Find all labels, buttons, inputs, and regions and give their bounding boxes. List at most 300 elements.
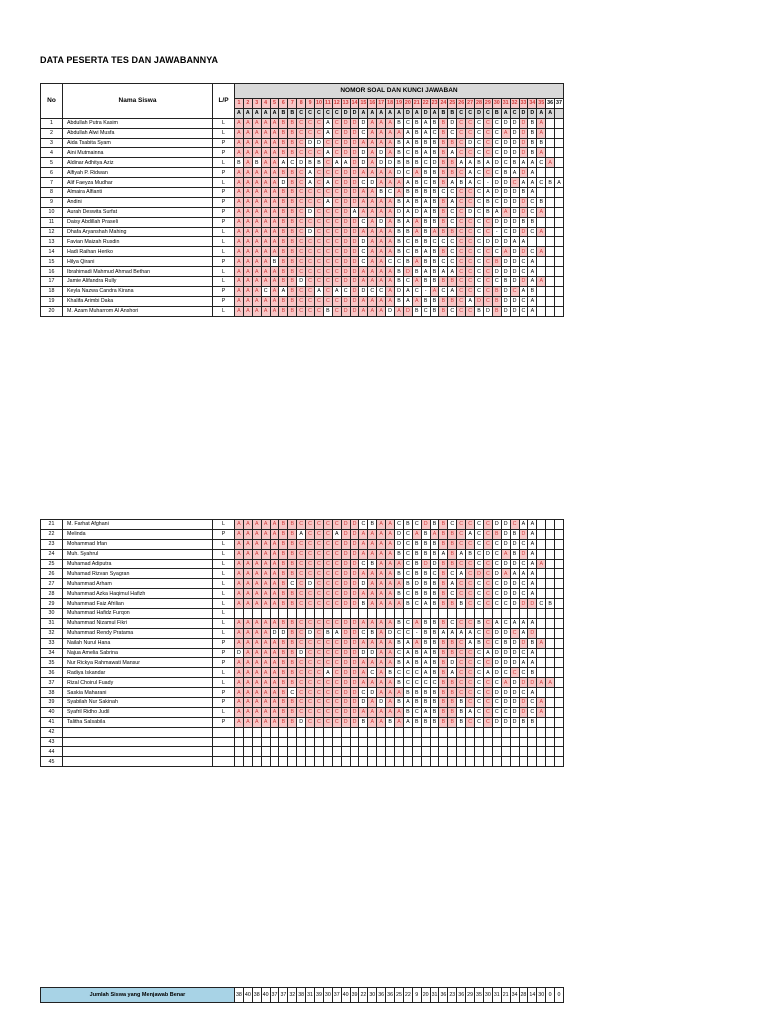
- answer-cell: C: [421, 678, 430, 688]
- answer-cell: B: [395, 569, 404, 579]
- answer-cell: A: [261, 599, 270, 609]
- answer-cell: A: [386, 217, 395, 227]
- answer-cell: D: [350, 678, 359, 688]
- answer-cell: B: [288, 257, 297, 267]
- answer-cell: A: [261, 539, 270, 549]
- answer-cell: A: [261, 207, 270, 217]
- question-number: 20: [404, 100, 411, 107]
- answer-cell: [537, 727, 546, 737]
- answer-cell: B: [439, 559, 448, 569]
- answer-cell: A: [368, 717, 377, 727]
- student-name: Muhammad Nizamul Fikri: [63, 618, 213, 628]
- answer-cell: [306, 747, 315, 757]
- answer-cell: B: [288, 698, 297, 708]
- answer-cell: [546, 207, 555, 217]
- answer-cell: [279, 757, 288, 767]
- answer-cell: A: [243, 286, 252, 296]
- answer-cell: D: [350, 138, 359, 148]
- answer-cell: [555, 197, 564, 207]
- answer-cell: A: [270, 520, 279, 530]
- answer-cell: B: [546, 599, 555, 609]
- answer-cell: A: [359, 678, 368, 688]
- answer-cell: A: [412, 227, 421, 237]
- answer-cell: B: [430, 539, 439, 549]
- answer-cell: C: [306, 188, 315, 198]
- answer-cell: [546, 648, 555, 658]
- answer-cell: A: [510, 618, 519, 628]
- answer-cell: [395, 747, 404, 757]
- answer-cell: [537, 579, 546, 589]
- answer-cell: C: [457, 306, 466, 316]
- answer-cell: [368, 747, 377, 757]
- answer-cell: C: [421, 306, 430, 316]
- student-gender: L: [213, 599, 235, 609]
- row-number: 10: [41, 207, 63, 217]
- row-number: 20: [41, 306, 63, 316]
- answer-cell: C: [475, 589, 484, 599]
- answer-cell: C: [466, 188, 475, 198]
- answer-key-cell: B: [448, 108, 457, 118]
- answer-cell: C: [332, 247, 341, 257]
- answer-cell: A: [386, 118, 395, 128]
- answer-cell: A: [235, 589, 244, 599]
- answer-cell: B: [412, 128, 421, 138]
- answer-cell: A: [252, 168, 261, 178]
- answer-cell: C: [332, 277, 341, 287]
- answer-cell: A: [528, 306, 537, 316]
- answer-cell: B: [475, 618, 484, 628]
- answer-cell: B: [279, 188, 288, 198]
- question-number: 33: [520, 100, 527, 107]
- answer-cell: B: [412, 559, 421, 569]
- answer-cell: A: [235, 638, 244, 648]
- answer-cell: C: [315, 207, 324, 217]
- answer-cell: [537, 658, 546, 668]
- answer-key-cell: A: [501, 108, 510, 118]
- answer-cell: C: [519, 257, 528, 267]
- answer-cell: A: [368, 247, 377, 257]
- student-gender: L: [213, 539, 235, 549]
- answer-cell: A: [377, 628, 386, 638]
- answer-cell: C: [528, 227, 537, 237]
- answer-cell: A: [528, 296, 537, 306]
- answer-cell: D: [501, 286, 510, 296]
- answer-cell: C: [483, 688, 492, 698]
- answer-cell: C: [332, 217, 341, 227]
- answer-cell: C: [297, 257, 306, 267]
- student-gender: L: [213, 128, 235, 138]
- answer-cell: D: [510, 277, 519, 287]
- answer-cell: A: [261, 158, 270, 168]
- answer-cell: B: [439, 148, 448, 158]
- answer-cell: A: [252, 559, 261, 569]
- answer-cell: [546, 638, 555, 648]
- answer-cell: C: [341, 286, 350, 296]
- answer-cell: D: [359, 158, 368, 168]
- answer-cell: [279, 727, 288, 737]
- row-number: 44: [41, 747, 63, 757]
- answer-cell: C: [483, 257, 492, 267]
- answer-cell: D: [341, 559, 350, 569]
- answer-cell: B: [279, 688, 288, 698]
- answer-cell: A: [537, 247, 546, 257]
- answer-cell: [555, 658, 564, 668]
- answer-cell: C: [386, 257, 395, 267]
- answer-cell: B: [421, 539, 430, 549]
- answer-cell: B: [288, 118, 297, 128]
- answer-cell: [403, 747, 412, 757]
- total-correct-count: 28: [519, 988, 528, 1003]
- answer-cell: C: [483, 559, 492, 569]
- answer-cell: A: [306, 168, 315, 178]
- answer-cell: B: [395, 237, 404, 247]
- answer-cell: [359, 757, 368, 767]
- table-row: [41, 197, 564, 207]
- student-gender: [213, 727, 235, 737]
- answer-cell: C: [315, 168, 324, 178]
- answer-cell: C: [475, 707, 484, 717]
- answer-cell: A: [430, 529, 439, 539]
- answer-cell: A: [315, 286, 324, 296]
- answer-cell: [475, 747, 484, 757]
- answer-cell: A: [261, 579, 270, 589]
- answer-cell: [315, 747, 324, 757]
- answer-cell: B: [395, 589, 404, 599]
- answer-cell: A: [235, 658, 244, 668]
- answer-cell: D: [350, 628, 359, 638]
- question-number: 17: [378, 100, 385, 107]
- student-name: Keyla Nazwa Candra Kirana: [63, 286, 213, 296]
- answer-cell: [297, 737, 306, 747]
- answer-key-cell: C: [466, 108, 475, 118]
- answer-cell: D: [377, 148, 386, 158]
- answer-cell: A: [261, 648, 270, 658]
- table-row: [41, 237, 564, 247]
- answer-cell: B: [421, 227, 430, 237]
- answer-cell: A: [261, 267, 270, 277]
- student-gender: L: [213, 237, 235, 247]
- answer-cell: C: [297, 168, 306, 178]
- answer-cell: D: [341, 217, 350, 227]
- answer-cell: C: [457, 579, 466, 589]
- answer-cell: [555, 688, 564, 698]
- answer-cell: [555, 539, 564, 549]
- answer-cell: [546, 658, 555, 668]
- answer-cell: [555, 737, 564, 747]
- answer-cell: C: [332, 296, 341, 306]
- answer-cell: A: [261, 197, 270, 207]
- answer-cell: A: [386, 148, 395, 158]
- answer-cell: B: [430, 306, 439, 316]
- answer-cell: A: [528, 539, 537, 549]
- answer-cell: C: [323, 648, 332, 658]
- answer-cell: C: [297, 539, 306, 549]
- answer-cell: D: [510, 539, 519, 549]
- answer-cell: A: [386, 599, 395, 609]
- answer-cell: C: [483, 529, 492, 539]
- answer-cell: D: [341, 717, 350, 727]
- answer-cell: B: [279, 237, 288, 247]
- answer-cell: A: [252, 688, 261, 698]
- answer-cell: [555, 306, 564, 316]
- answer-cell: A: [235, 628, 244, 638]
- answer-cell: C: [483, 168, 492, 178]
- answer-cell: A: [386, 520, 395, 530]
- answer-cell: C: [501, 599, 510, 609]
- answer-cell: D: [501, 628, 510, 638]
- answer-cell: [466, 757, 475, 767]
- answer-cell: A: [235, 618, 244, 628]
- answer-cell: C: [315, 257, 324, 267]
- answer-cell: B: [279, 227, 288, 237]
- answer-cell: D: [350, 698, 359, 708]
- table-row: [41, 539, 564, 549]
- answer-cell: [555, 227, 564, 237]
- answer-cell: A: [386, 529, 395, 539]
- answer-cell: A: [235, 207, 244, 217]
- answer-cell: A: [412, 257, 421, 267]
- answer-cell: C: [492, 277, 501, 287]
- answer-cell: B: [537, 138, 546, 148]
- question-number: 22: [422, 100, 429, 107]
- answer-cell: A: [270, 148, 279, 158]
- table-row: [41, 207, 564, 217]
- answer-cell: B: [421, 217, 430, 227]
- answer-cell: A: [386, 237, 395, 247]
- answer-cell: A: [306, 178, 315, 188]
- answer-cell: A: [403, 217, 412, 227]
- answer-cell: A: [243, 658, 252, 668]
- answers-table-top: [40, 83, 564, 317]
- answer-cell: A: [377, 707, 386, 717]
- answer-cell: [243, 757, 252, 767]
- answer-cell: C: [359, 520, 368, 530]
- answer-cell: [270, 757, 279, 767]
- total-correct-count: 9: [412, 988, 421, 1003]
- answer-cell: [519, 727, 528, 737]
- answer-cell: [412, 609, 421, 619]
- answer-cell: -: [483, 178, 492, 188]
- answer-cell: B: [439, 247, 448, 257]
- answer-cell: [288, 727, 297, 737]
- answer-cell: C: [315, 148, 324, 158]
- answer-cell: B: [412, 569, 421, 579]
- answer-cell: B: [279, 698, 288, 708]
- answer-cell: C: [359, 628, 368, 638]
- answer-cell: [261, 609, 270, 619]
- answer-cell: [546, 118, 555, 128]
- answer-cell: [261, 757, 270, 767]
- answer-cell: A: [270, 296, 279, 306]
- answer-cell: C: [306, 529, 315, 539]
- answer-cell: C: [475, 658, 484, 668]
- answer-cell: A: [243, 138, 252, 148]
- answer-cell: A: [368, 188, 377, 198]
- answer-cell: A: [252, 648, 261, 658]
- answer-cell: D: [492, 188, 501, 198]
- answer-cell: A: [386, 698, 395, 708]
- answer-cell: B: [279, 128, 288, 138]
- answer-cell: A: [243, 618, 252, 628]
- page-title: DATA PESERTA TES DAN JAWABANNYA: [40, 55, 219, 65]
- answer-cell: C: [519, 296, 528, 306]
- answer-cell: D: [377, 217, 386, 227]
- answer-cell: C: [483, 589, 492, 599]
- answer-cell: [510, 727, 519, 737]
- answer-cell: A: [243, 277, 252, 287]
- answer-cell: C: [448, 589, 457, 599]
- answer-cell: C: [359, 559, 368, 569]
- answer-cell: C: [519, 559, 528, 569]
- answer-cell: B: [279, 267, 288, 277]
- table-row: [41, 267, 564, 277]
- question-number: 16: [369, 100, 376, 107]
- answer-cell: C: [359, 688, 368, 698]
- answer-cell: A: [270, 658, 279, 668]
- answer-cell: C: [323, 618, 332, 628]
- answer-cell: B: [288, 296, 297, 306]
- answer-cell: C: [457, 589, 466, 599]
- answer-cell: B: [492, 529, 501, 539]
- answer-cell: C: [403, 277, 412, 287]
- answer-cell: A: [528, 520, 537, 530]
- student-name: Mohammad Irfan: [63, 539, 213, 549]
- answer-cell: C: [466, 128, 475, 138]
- answer-cell: D: [510, 717, 519, 727]
- answer-cell: C: [457, 148, 466, 158]
- answer-cell: A: [377, 599, 386, 609]
- answer-cell: [332, 727, 341, 737]
- answer-cell: A: [519, 628, 528, 638]
- answer-cell: [519, 747, 528, 757]
- answer-cell: C: [332, 227, 341, 237]
- answer-cell: D: [341, 638, 350, 648]
- answer-cell: C: [483, 707, 492, 717]
- answer-cell: A: [466, 628, 475, 638]
- answer-cell: C: [475, 168, 484, 178]
- answer-cell: C: [466, 688, 475, 698]
- answer-cell: C: [297, 589, 306, 599]
- answer-cell: C: [359, 257, 368, 267]
- student-gender: P: [213, 207, 235, 217]
- column-header-no: No: [41, 84, 63, 119]
- row-number: 29: [41, 599, 63, 609]
- answer-cell: A: [243, 579, 252, 589]
- answer-cell: A: [528, 648, 537, 658]
- total-correct-count: 35: [475, 988, 484, 1003]
- answer-cell: A: [235, 599, 244, 609]
- student-gender: L: [213, 678, 235, 688]
- answer-cell: D: [350, 197, 359, 207]
- answer-cell: C: [528, 707, 537, 717]
- student-name: M. Farhat Afghani: [63, 520, 213, 530]
- answer-cell: A: [448, 178, 457, 188]
- answer-cell: A: [519, 658, 528, 668]
- answer-cell: C: [483, 138, 492, 148]
- answer-cell: A: [270, 707, 279, 717]
- answer-cell: D: [501, 529, 510, 539]
- answer-cell: B: [430, 698, 439, 708]
- answer-cell: A: [466, 178, 475, 188]
- answer-cell: B: [395, 658, 404, 668]
- answer-cell: C: [323, 559, 332, 569]
- answer-cell: A: [501, 569, 510, 579]
- answer-cell: A: [341, 158, 350, 168]
- answer-cell: A: [279, 158, 288, 168]
- answer-cell: B: [288, 217, 297, 227]
- answer-cell: A: [368, 158, 377, 168]
- answer-cell: B: [412, 589, 421, 599]
- answer-cell: [439, 747, 448, 757]
- answer-cell: [323, 757, 332, 767]
- answer-cell: C: [323, 277, 332, 287]
- answer-cell: D: [510, 589, 519, 599]
- answer-cell: D: [501, 138, 510, 148]
- answer-cell: A: [359, 197, 368, 207]
- answer-cell: B: [519, 217, 528, 227]
- answer-cell: A: [359, 277, 368, 287]
- table-row: [41, 658, 564, 668]
- table-row: [41, 678, 564, 688]
- table-row: [41, 296, 564, 306]
- answer-cell: B: [448, 158, 457, 168]
- answer-cell: B: [288, 128, 297, 138]
- answer-cell: [359, 609, 368, 619]
- student-name: Syafril Ridho Judil: [63, 707, 213, 717]
- row-number: 22: [41, 529, 63, 539]
- answer-cell: [555, 247, 564, 257]
- answer-cell: B: [288, 227, 297, 237]
- answer-cell: A: [377, 118, 386, 128]
- answer-cell: C: [297, 658, 306, 668]
- answer-cell: B: [421, 589, 430, 599]
- answer-cell: C: [457, 678, 466, 688]
- question-number: 3: [252, 99, 261, 109]
- answer-cell: D: [395, 539, 404, 549]
- student-name: Daisy Abdillah Praseli: [63, 217, 213, 227]
- answer-cell: A: [235, 257, 244, 267]
- answer-cell: D: [395, 286, 404, 296]
- answer-cell: C: [483, 148, 492, 158]
- answer-cell: C: [297, 286, 306, 296]
- answer-cell: D: [492, 158, 501, 168]
- total-correct-count: 36: [386, 988, 395, 1003]
- answer-cell: C: [483, 128, 492, 138]
- answer-cell: [430, 757, 439, 767]
- answer-cell: D: [519, 698, 528, 708]
- answer-cell: C: [483, 296, 492, 306]
- answer-cell: B: [412, 148, 421, 158]
- answer-cell: C: [332, 306, 341, 316]
- answer-cell: B: [439, 648, 448, 658]
- answer-cell: [483, 609, 492, 619]
- answer-cell: C: [288, 688, 297, 698]
- student-name: [63, 747, 213, 757]
- answer-cell: A: [243, 267, 252, 277]
- answer-cell: D: [510, 188, 519, 198]
- answer-cell: C: [315, 529, 324, 539]
- answer-cell: C: [483, 247, 492, 257]
- answer-cell: B: [403, 599, 412, 609]
- answer-cell: C: [323, 529, 332, 539]
- answer-cell: A: [537, 638, 546, 648]
- answer-cell: B: [412, 688, 421, 698]
- answer-cell: C: [323, 207, 332, 217]
- student-name: [63, 727, 213, 737]
- answer-cell: B: [288, 569, 297, 579]
- answer-cell: C: [466, 579, 475, 589]
- question-number: 7: [288, 99, 297, 109]
